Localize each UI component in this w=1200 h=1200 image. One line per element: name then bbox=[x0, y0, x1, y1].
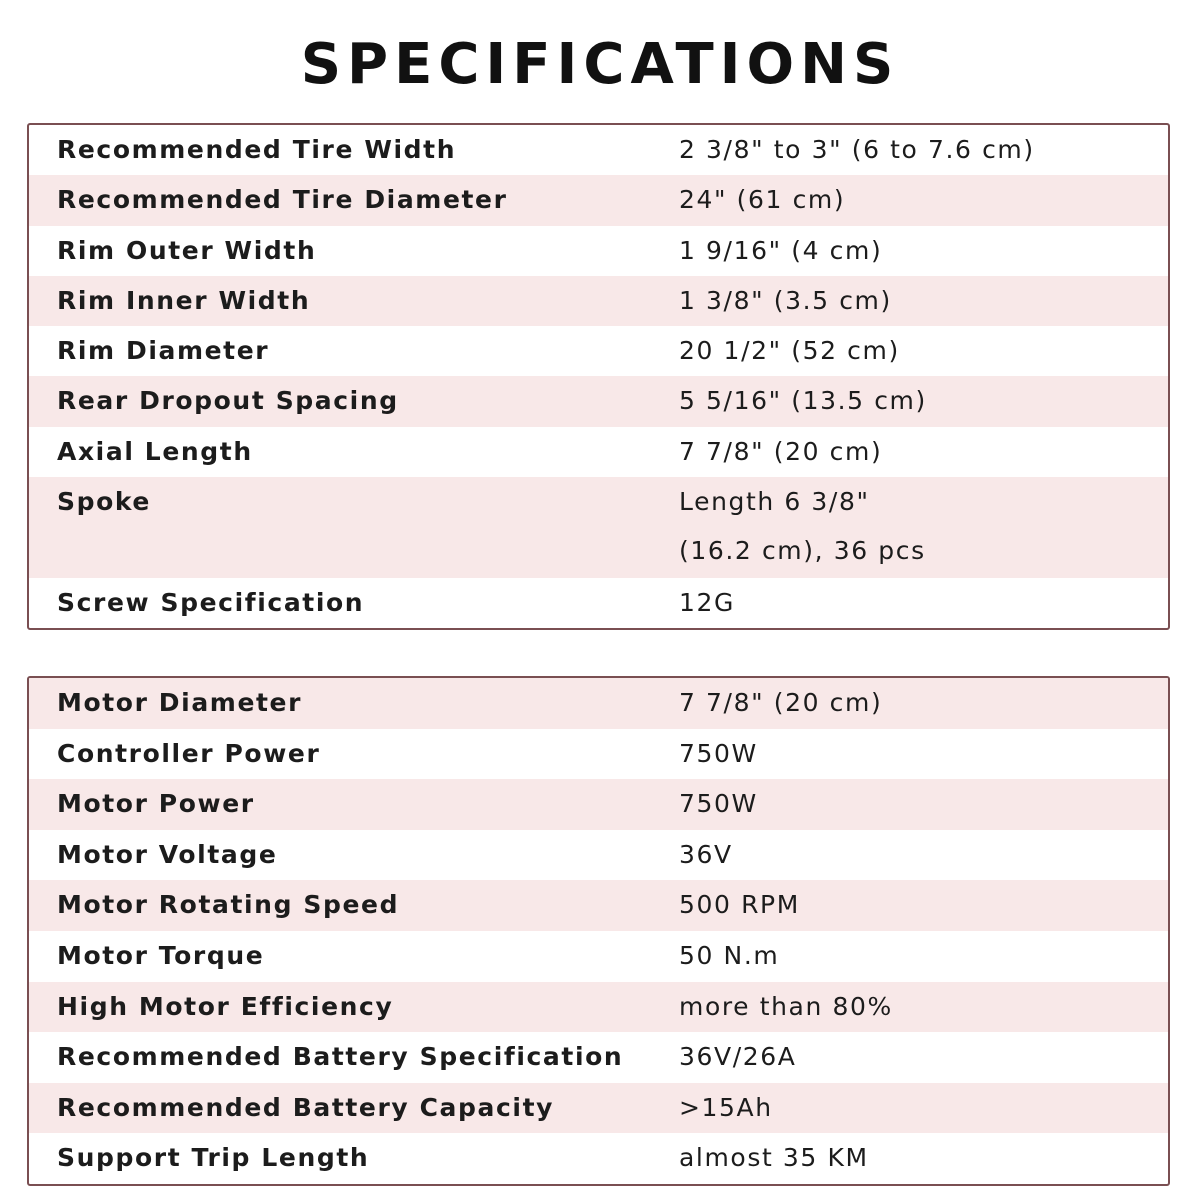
spec-label: Motor Torque bbox=[57, 940, 265, 970]
spec-value: 5 5/16" (13.5 cm) bbox=[679, 386, 927, 416]
table-row bbox=[29, 477, 1168, 578]
spec-value: 7 7/8" (20 cm) bbox=[679, 688, 883, 717]
spec-value: 1 3/8" (3.5 cm) bbox=[679, 285, 892, 315]
spec-label: Axial Length bbox=[57, 436, 253, 466]
table-row bbox=[29, 1032, 1168, 1083]
table-row bbox=[29, 729, 1168, 780]
table-row bbox=[29, 125, 1168, 175]
spec-label: Motor Power bbox=[57, 789, 255, 819]
spec-label: Screw Specification bbox=[57, 587, 365, 617]
spec-value: 36V bbox=[679, 839, 733, 869]
spec-label: Support Trip Length bbox=[57, 1143, 370, 1173]
table-row bbox=[29, 779, 1168, 830]
table-row bbox=[29, 880, 1168, 931]
spec-value: >15Ah bbox=[679, 1092, 773, 1122]
spec-value: 750W bbox=[679, 789, 758, 819]
spec-value: 36V/26A bbox=[679, 1042, 797, 1072]
table-row bbox=[29, 427, 1168, 477]
table-row bbox=[29, 226, 1168, 276]
spec-label: Controller Power bbox=[57, 738, 321, 768]
table-row bbox=[29, 276, 1168, 326]
spec-label: Rim Inner Width bbox=[57, 285, 311, 315]
spec-label: Motor Diameter bbox=[57, 688, 303, 717]
motor-spec-table bbox=[27, 676, 1170, 1186]
table-row bbox=[29, 931, 1168, 982]
spec-label: Motor Rotating Speed bbox=[57, 890, 400, 920]
spec-label: Rear Dropout Spacing bbox=[57, 386, 399, 416]
table-row bbox=[29, 982, 1168, 1033]
spec-label: Recommended Battery Specification bbox=[57, 1042, 624, 1072]
spec-value: Length 6 3/8" bbox=[679, 487, 870, 517]
spec-value: 750W bbox=[679, 738, 758, 768]
spec-label: Spoke bbox=[57, 487, 151, 517]
table-row bbox=[29, 376, 1168, 426]
spec-value-line2: (16.2 cm), 36 pcs bbox=[679, 536, 926, 566]
table-row bbox=[29, 175, 1168, 225]
spec-value: 12G bbox=[679, 587, 735, 617]
table-row bbox=[29, 830, 1168, 881]
spec-value: 20 1/2" (52 cm) bbox=[679, 336, 900, 366]
spec-value: more than 80% bbox=[679, 991, 893, 1021]
spec-value: 500 RPM bbox=[679, 890, 800, 920]
table-row bbox=[29, 1133, 1168, 1184]
spec-value: 7 7/8" (20 cm) bbox=[679, 436, 883, 466]
spec-value: 1 9/16" (4 cm) bbox=[679, 235, 883, 265]
table-row bbox=[29, 1083, 1168, 1134]
spec-value: almost 35 KM bbox=[679, 1143, 869, 1173]
table-row bbox=[29, 578, 1168, 628]
wheel-spec-table bbox=[27, 123, 1170, 630]
spec-label: High Motor Efficiency bbox=[57, 991, 394, 1021]
spec-value: 24" (61 cm) bbox=[679, 185, 846, 215]
page-title: SPECIFICATIONS bbox=[300, 32, 900, 97]
spec-label: Rim Outer Width bbox=[57, 235, 317, 265]
table-row bbox=[29, 326, 1168, 376]
table-row bbox=[29, 678, 1168, 729]
spec-value: 50 N.m bbox=[679, 940, 780, 970]
spec-label: Rim Diameter bbox=[57, 336, 270, 366]
spec-label: Motor Voltage bbox=[57, 839, 278, 869]
spec-label: Recommended Tire Diameter bbox=[57, 185, 508, 215]
spec-label: Recommended Battery Capacity bbox=[57, 1092, 555, 1122]
spec-value: 2 3/8" to 3" (6 to 7.6 cm) bbox=[679, 135, 1035, 164]
spec-label: Recommended Tire Width bbox=[57, 135, 457, 164]
